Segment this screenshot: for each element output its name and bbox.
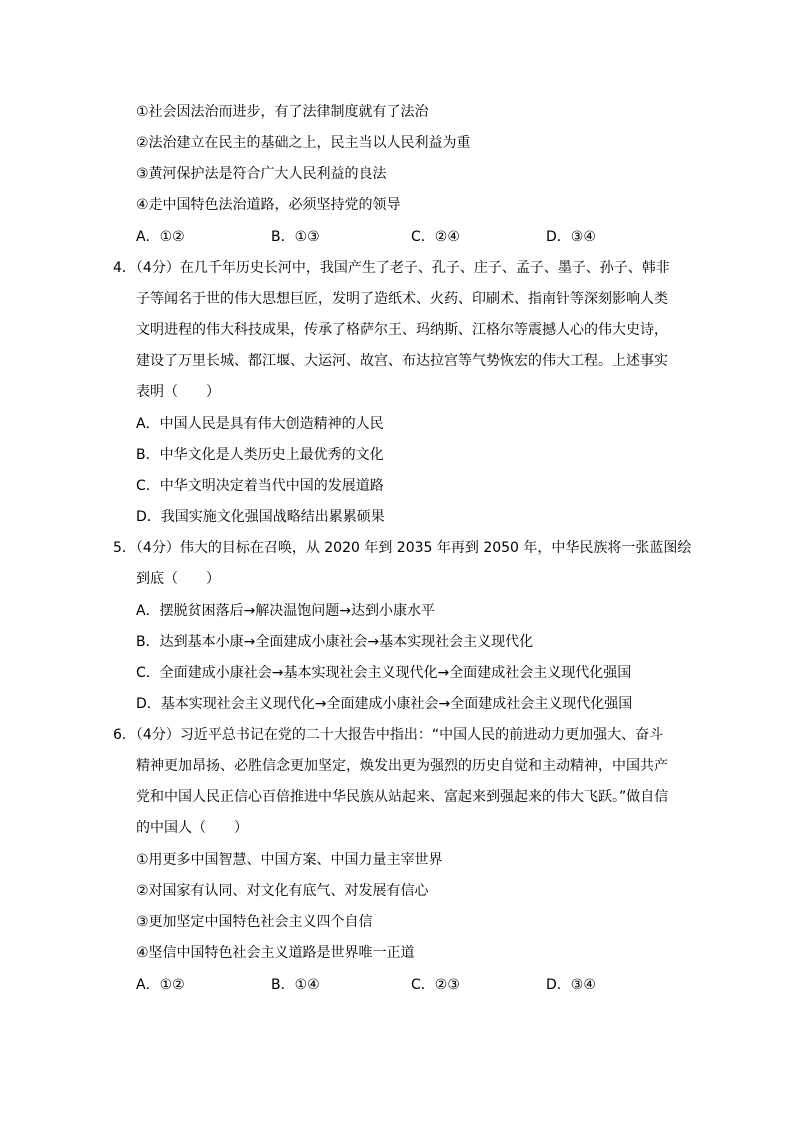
q4-stem-line-5: 表明（ ） [136, 384, 220, 400]
q4-stem-line-2: 子等闻名于世的伟大思想巨匠，发明了造纸术、火药、印刷术、指南针等深刻影响人类 [136, 291, 668, 307]
q4-option-d: D．我国实施文化强国战略结出累累硕果 [136, 509, 385, 525]
q6-option-d: D．③④ [546, 977, 596, 993]
q3-statement-1: ①社会因法治而进步，有了法律制度就有了法治 [136, 104, 429, 120]
q3-statement-4: ④走中国特色法治道路，必须坚持党的领导 [136, 197, 401, 213]
q6-option-b: B．①④ [271, 977, 320, 993]
q4-option-a: A．中国人民是具有伟大创造精神的人民 [136, 416, 384, 432]
q4-option-c: C．中华文明决定着当代中国的发展道路 [136, 478, 384, 494]
q4-stem-line-3: 文明进程的伟大科技成果，传承了格萨尔王、玛纳斯、江格尔等震撼人心的伟大史诗， [136, 322, 668, 338]
q3-option-c: C．②④ [411, 229, 460, 245]
q4-option-b: B．中华文化是人类历史上最优秀的文化 [136, 447, 384, 463]
q6-stem-line-3: 党和中国人民正信心百倍推进中华民族从站起来、富起来到强起来的伟大飞跃。”做自信 [136, 789, 669, 805]
q5-stem-line-1: 5．（4分）伟大的目标在召唤，从 2020 年到 2035 年再到 2050 年，中华民族将一张蓝图绘 [113, 540, 692, 556]
q6-option-a: A．①② [136, 977, 185, 993]
q6-statement-4: ④坚信中国特色社会主义道路是世界唯一正道 [136, 945, 415, 961]
q3-option-a: A．①② [136, 229, 185, 245]
q3-option-b: B．①③ [271, 229, 320, 245]
q5-stem-line-2: 到底（ ） [136, 571, 220, 587]
q4-stem-line-4: 建设了万里长城、都江堰、大运河、故宫、布达拉宫等气势恢宏的伟大工程。上述事实 [136, 353, 668, 369]
q6-statement-3: ③更加坚定中国特色社会主义四个自信 [136, 914, 373, 930]
q6-stem-line-4: 的中国人（ ） [136, 820, 248, 836]
q6-statement-1: ①用更多中国智慧、中国方案、中国力量主宰世界 [136, 852, 443, 868]
q3-statement-2: ②法治建立在民主的基础之上，民主当以人民利益为重 [136, 135, 471, 151]
q4-stem-line-1: 4．（4分）在几千年历史长河中，我国产生了老子、孔子、庄子、孟子、墨子、孙子、韩非 [113, 260, 670, 276]
q6-statement-2: ②对国家有认同、对文化有底气、对发展有信心 [136, 883, 429, 899]
q6-stem-line-1: 6．（4分）习近平总书记在党的二十大报告中指出：“中国人民的前进动力更加强大、奋斗 [113, 727, 664, 743]
q5-option-a: A．摆脱贫困落后→解决温饱问题→达到小康水平 [136, 603, 436, 619]
q5-option-b: B．达到基本小康→全面建成小康社会→基本实现社会主义现代化 [136, 634, 534, 650]
q6-stem-line-2: 精神更加昂扬、必胜信念更加坚定，焕发出更为强烈的历史自觉和主动精神，中国共产 [136, 758, 668, 774]
q3-statement-3: ③黄河保护法是符合广大人民利益的良法 [136, 166, 387, 182]
q5-option-c: C．全面建成小康社会→基本实现社会主义现代化→全面建成社会主义现代化强国 [136, 665, 632, 681]
q5-option-d: D．基本实现社会主义现代化→全面建成小康社会→全面建成社会主义现代化强国 [136, 696, 633, 712]
q3-option-d: D．③④ [546, 229, 596, 245]
q6-option-c: C．②③ [411, 977, 460, 993]
